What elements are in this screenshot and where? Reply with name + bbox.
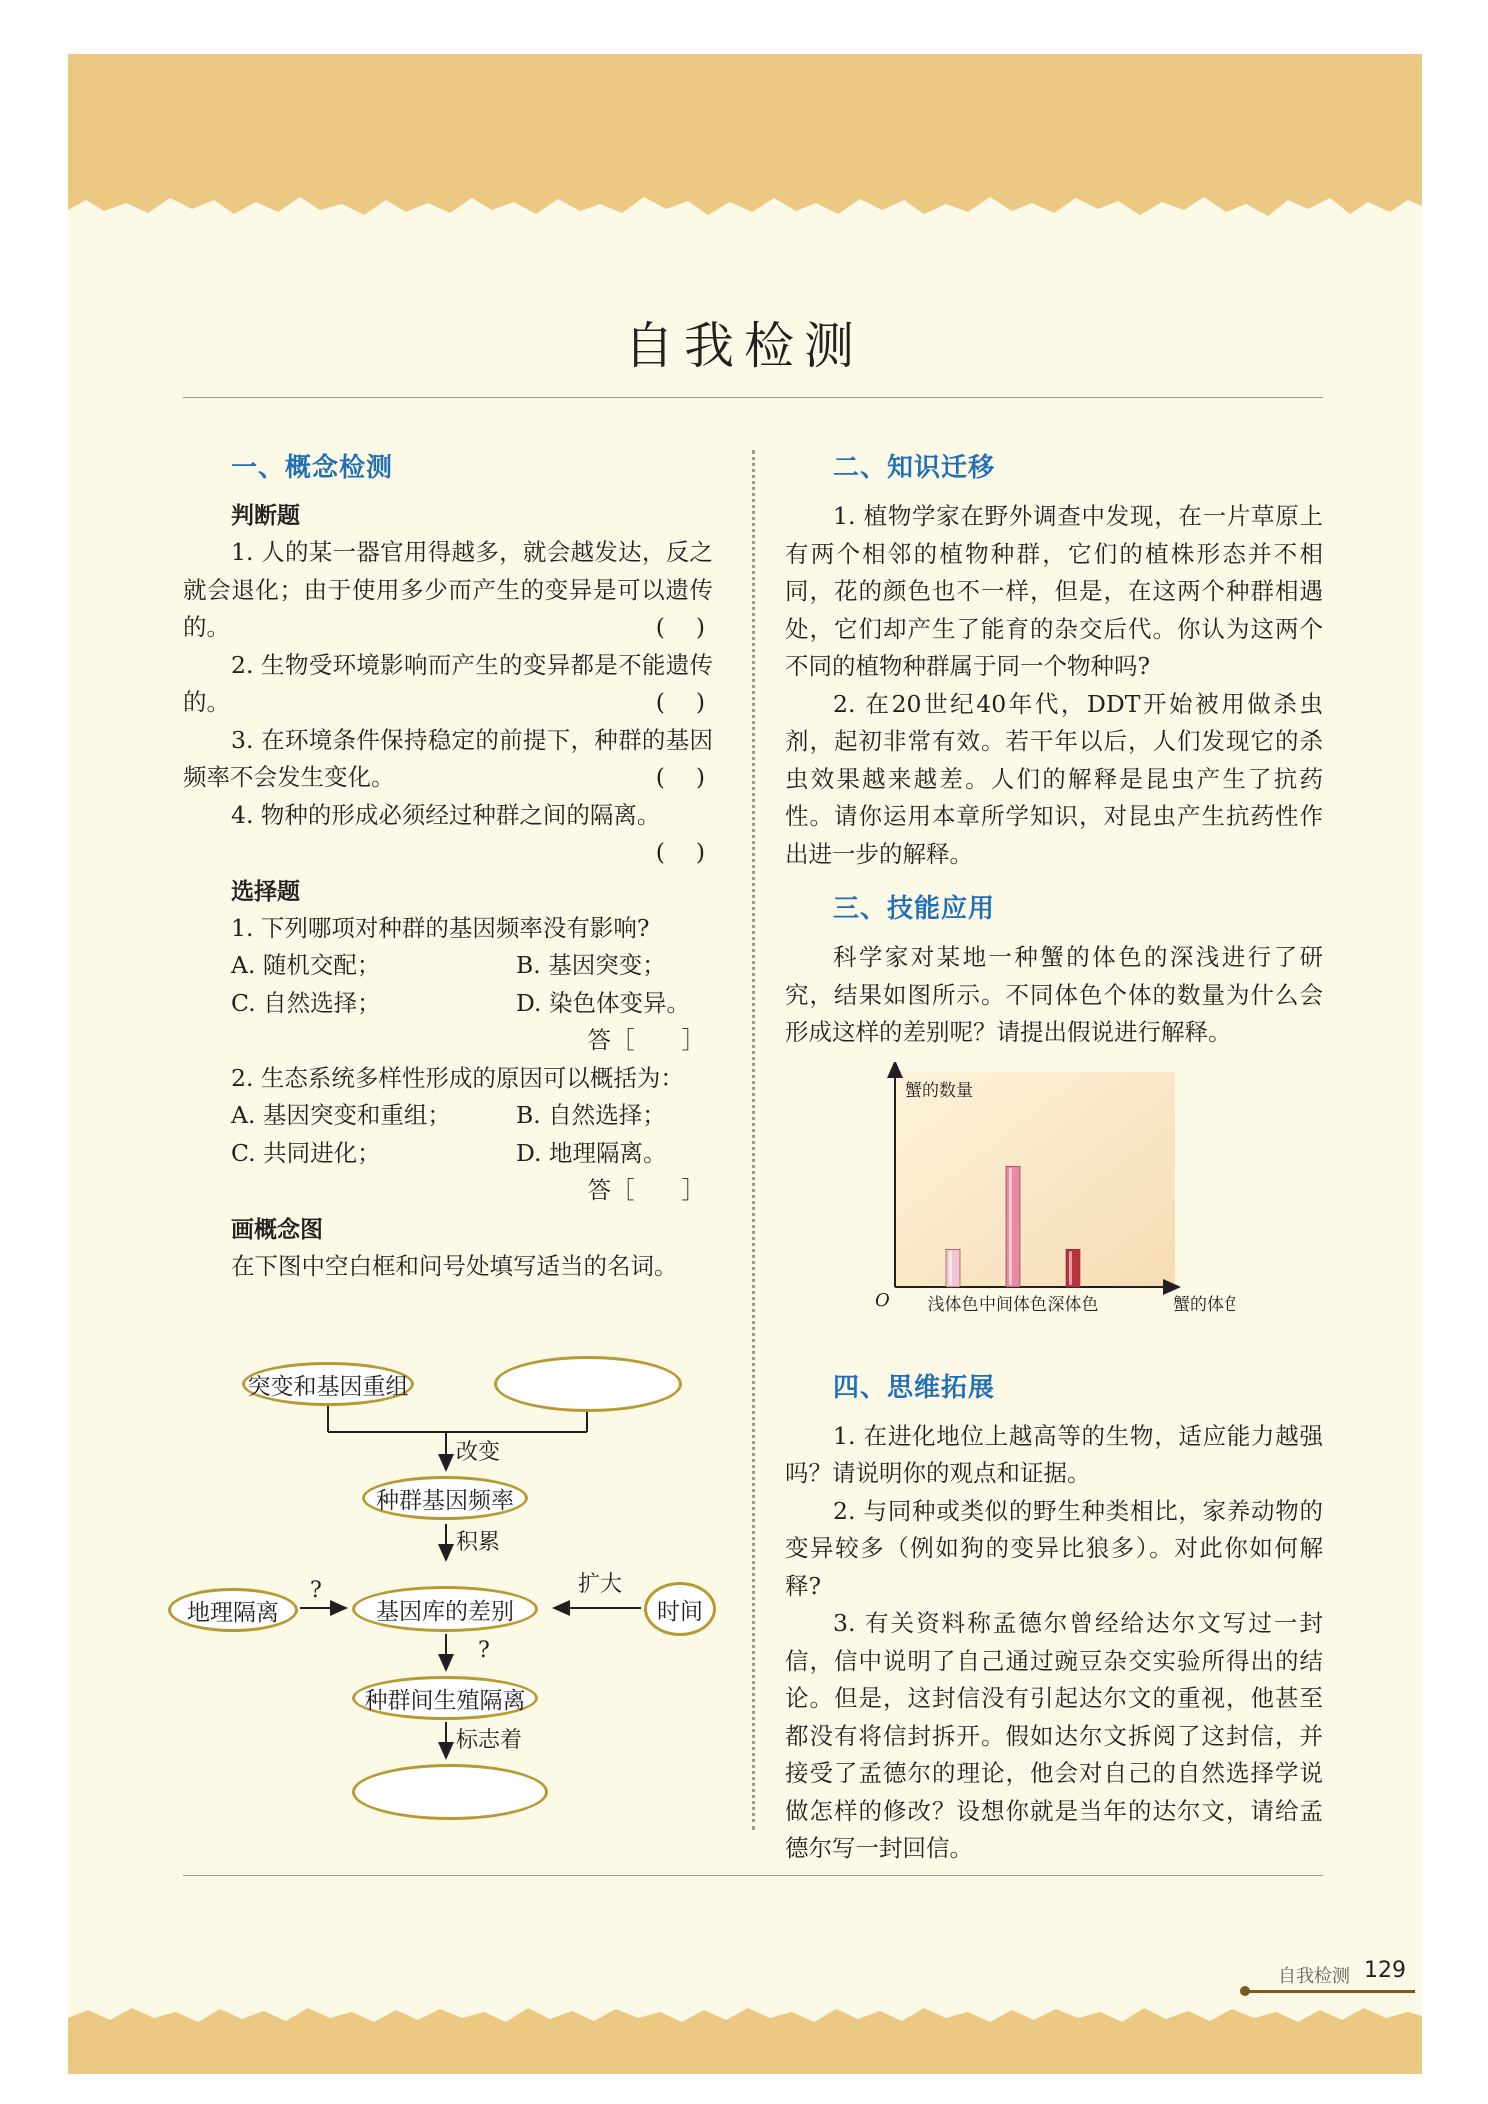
mc1-option-b: B. 基因突变； [516,951,666,979]
node-gene-pool-difference: 基因库的差别 [352,1586,538,1632]
left-column [183,448,713,1285]
chart-plot-area [895,1072,1175,1287]
mc-question-2: 2. 生态系统多样性形成的原因可以概括为： [231,1063,684,1092]
extension-question-2: 2. 与同种或类似的野生种类相比，家养动物的变异较多（例如狗的变异比狼多）。对此你如何解释? [785,1496,1323,1600]
node-blank-bottom[interactable] [352,1764,548,1820]
extension-question-1: 1. 在进化地位上越高等的生物，适应能力越强吗？请说明你的观点和证据。 [785,1421,1323,1487]
y-axis-label: 蟹的数量 [905,1081,973,1101]
mc2-option-c: C. 共同进化； [231,1138,381,1167]
chart-origin-label: O [875,1290,890,1311]
bottom-rule [183,1875,1323,1876]
mc1-option-c: C. 自然选择； [231,988,381,1017]
tf-question-3: 3. 在环境条件保持稳定的前提下，种群的基因频率不会发生变化。 [183,725,713,791]
x-axis-label: 蟹的体色 [1173,1295,1235,1315]
x-tick-label-3: 深体色 [1047,1295,1099,1315]
tf-answer-1: ( ) [655,613,705,641]
label-change: 改变 [456,1440,501,1465]
tf-question-1: 1. 人的某一器官用得越多，就会越发达，反之就会退化；由于使用多少而产生的变异是可以遗传的。 [183,538,713,641]
skills-question: 科学家对某地一种蟹的体色的深浅进行了研究，结果如图所示。不同体色个体的数量为什么会形成这样的差别呢？请提出假说进行解释。 [785,943,1323,1046]
footer-line [1245,1990,1415,1993]
section-title-concept: 一、概念检测 [231,453,394,483]
node-population-gene-frequency: 种群基因频率 [362,1476,528,1520]
title-rule [183,397,1323,398]
bar-1 [946,1249,960,1287]
top-decorative-band [68,54,1422,230]
subsection-concept-map: 画概念图 [231,1216,323,1243]
mc-options-2 [231,1097,713,1172]
footer-dot [1240,1986,1250,1996]
node-geographic-isolation: 地理隔离 [168,1588,298,1632]
mc2-option-b: B. 自然选择； [516,1101,666,1129]
tf-answer-2: ( ) [655,688,705,716]
subsection-multiple-choice: 选择题 [231,878,300,905]
mc-answer-1: 答［ ］ [587,1026,705,1054]
label-marks: 标志着 [456,1728,523,1753]
footer-section-title: 自我检测 [1278,1966,1350,1987]
transfer-question-2: 2. 在20世纪40年代，DDT开始被用做杀虫剂，起初非常有效。若干年以后，人们发现它的杀虫效果越来越差。人们的解释是昆虫产生了抗药性。请你运用本章所学知识，对昆虫产生抗药性作出进一步的解释。 [785,689,1323,868]
x-tick-label-1: 浅体色 [927,1295,979,1315]
mc2-option-a: A. 基因突变和重组； [231,1101,451,1129]
bar-highlight-1 [949,1251,952,1285]
tf-answer-3: ( ) [655,763,705,791]
section-title-extension: 四、思维拓展 [833,1372,996,1403]
concept-map [160,1352,720,1832]
label-expand: 扩大 [578,1572,623,1597]
section-title-transfer: 二、知识迁移 [833,453,996,483]
concept-map-instruction: 在下图中空白框和问号处填写适当的名词。 [231,1251,678,1280]
node-blank-top[interactable] [494,1356,682,1412]
subsection-true-false: 判断题 [231,503,300,529]
bar-highlight-2 [1009,1168,1012,1285]
label-question-pool[interactable]: ? [478,1638,490,1663]
chart-canvas [855,1062,1235,1327]
mc-options-1 [231,947,713,1022]
node-time: 时间 [644,1582,716,1636]
mc-answer-2: 答［ ］ [587,1176,705,1204]
mc1-option-a: A. 随机交配； [231,951,381,979]
section-title-skills: 三、技能应用 [833,894,996,924]
extension-question-3: 3. 有关资料称孟德尔曾经给达尔文写过一封信，信中说明了自己通过豌豆杂交实验所得出的结论。但是，这封信没有引起达尔文的重视，他甚至都没有将信封拆开。假如达尔文拆阅了这封信，并接受了孟德尔的理论，他会对自己的自然选择学说做怎样的修改？设想你就是当年的达尔文，请给孟德尔写一封回信。 [785,1609,1323,1862]
label-question-geo[interactable]: ? [310,1578,322,1603]
bar-2 [1006,1166,1020,1287]
tf-question-2: 2. 生物受环境影响而产生的变异都是不能遗传的。 [183,650,713,716]
mc1-option-d: D. 染色体变异。 [516,988,690,1017]
bar-highlight-3 [1069,1251,1072,1285]
bar-3 [1066,1249,1080,1287]
tf-question-4: 4. 物种的形成必须经过种群之间的隔离。 [231,800,661,829]
bottom-decorative-band [68,2006,1422,2074]
page-title: 自我检测 [624,317,864,375]
x-tick-label-2: 中间体色 [979,1295,1047,1315]
crab-color-chart [855,1062,1235,1327]
page-number: 129 [1364,1958,1406,1983]
mc-question-1: 1. 下列哪项对种群的基因频率没有影响? [231,913,650,942]
label-accumulate: 积累 [456,1530,501,1555]
transfer-question-1: 1. 植物学家在野外调查中发现，在一片草原上有两个相邻的植物种群，它们的植株形态并不相同，花的颜色也不一样，但是，在这两个种群相遇处，它们却产生了能育的杂交后代。你认为这两个不同的植物种群属于同一个物种吗? [785,502,1323,680]
node-reproductive-isolation: 种群间生殖隔离 [352,1676,538,1720]
tf-answer-4: ( ) [655,838,705,866]
mc2-option-d: D. 地理隔离。 [516,1138,667,1167]
node-mutation-recombination: 突变和基因重组 [242,1362,414,1406]
